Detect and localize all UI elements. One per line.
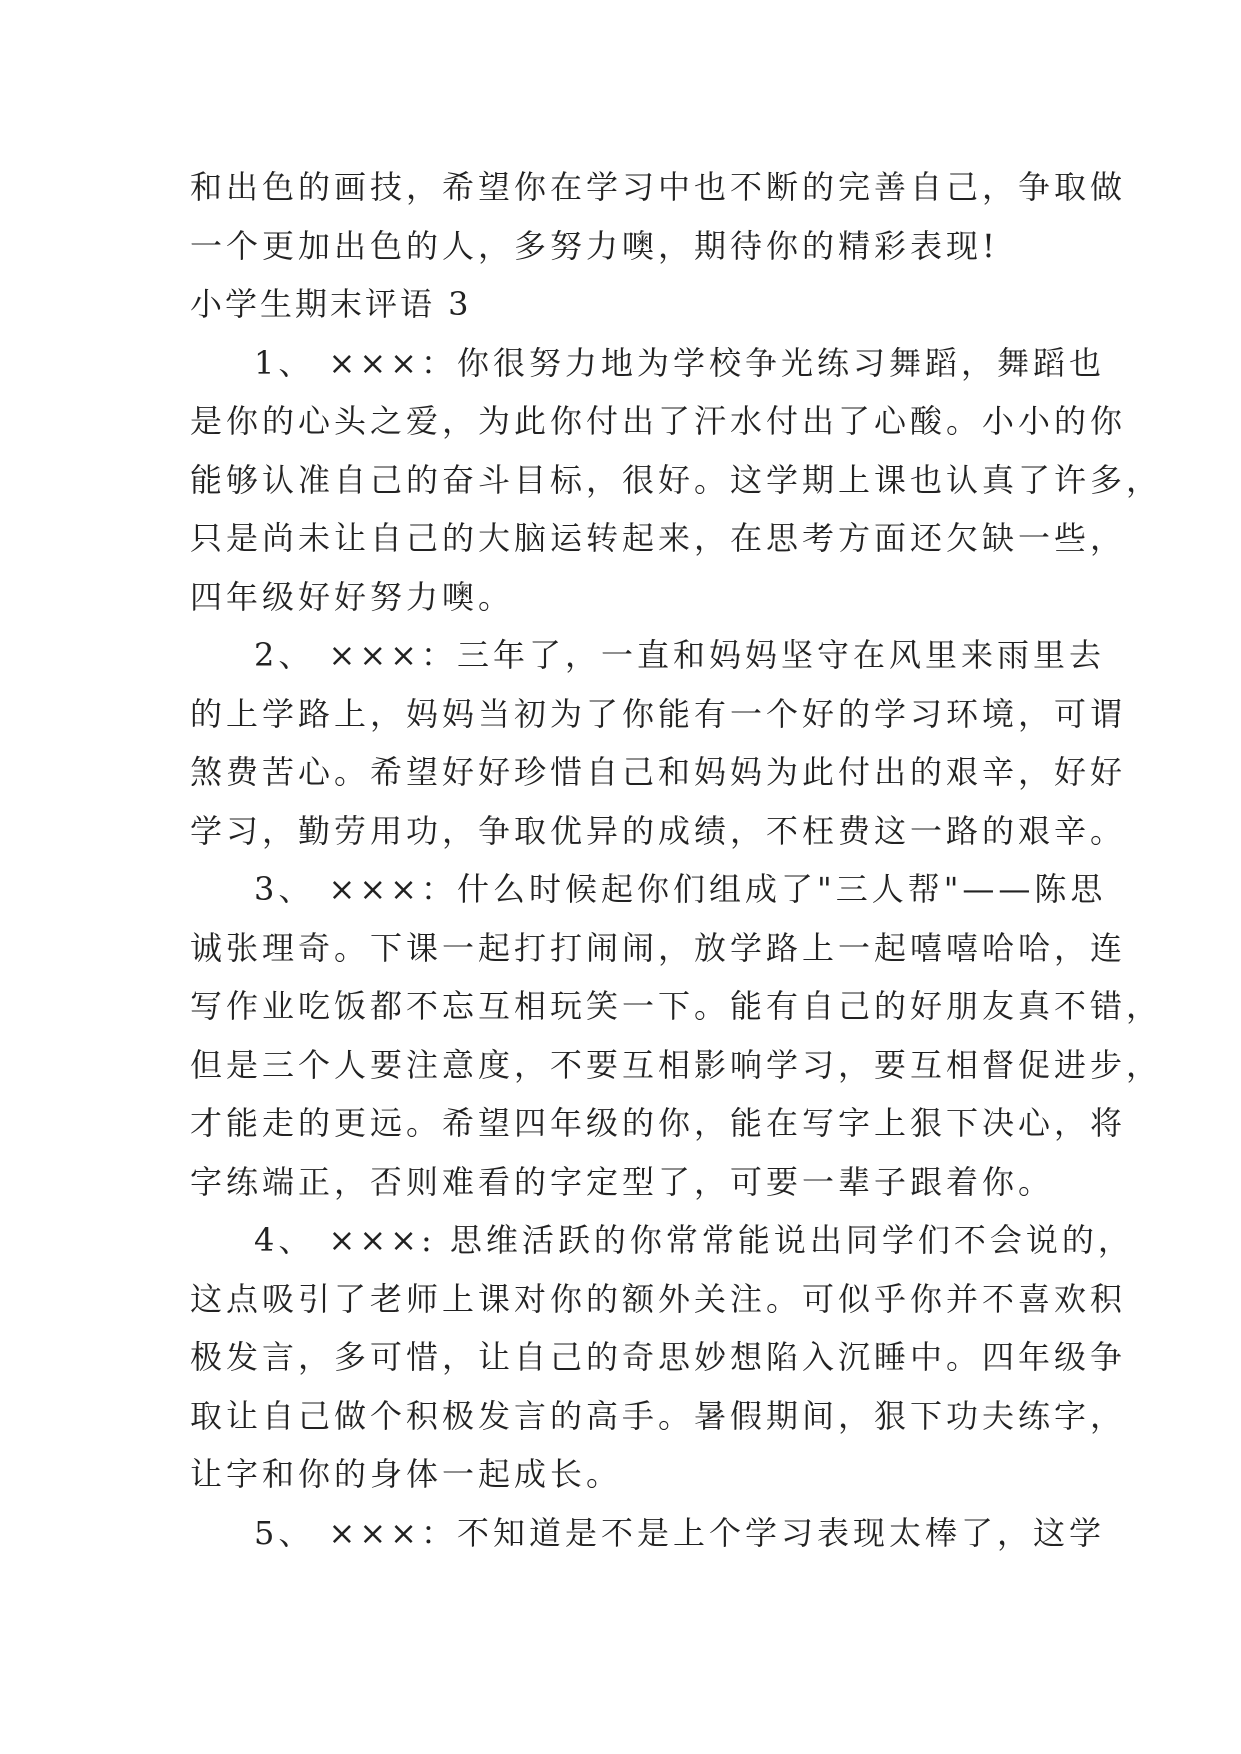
document-body <box>190 158 1163 1562</box>
comment-2-line: 的上学路上，妈妈当初为了你能有一个好的学习环境，可谓 <box>190 694 1127 733</box>
comment-4-line: 这点吸引了老师上课对你的额外关注。可似乎你并不喜欢积 <box>190 1279 1127 1318</box>
comment-2-line: 学习，勤劳用功，争取优异的成绩，不枉费这一路的艰辛。 <box>190 811 1127 850</box>
comment-3-line: 才能走的更远。希望四年级的你，能在写字上狠下决心，将 <box>190 1104 1127 1142</box>
paragraph-line: 一个更加出色的人，多努力噢，期待你的精彩表现! <box>190 226 999 265</box>
comment-3-line: 但是三个人要注意度，不要互相影响学习，要互相督促进步， <box>190 1045 1163 1084</box>
comment-2-line: 2、 ×××：三年了，一直和妈妈坚守在风里来雨里去 <box>254 636 1105 674</box>
comment-1-line: 1、 ×××：你很努力地为学校争光练习舞蹈，舞蹈也 <box>254 343 1105 382</box>
comment-4-line: 让字和你的身体一起成长。 <box>190 1455 623 1493</box>
section-heading: 小学生期末评语 3 <box>190 285 472 323</box>
comment-3-line: 写作业吃饭都不忘互相玩笑一下。能有自己的好朋友真不错， <box>190 987 1163 1025</box>
comment-1-line: 四年级好好努力噢。 <box>190 577 515 616</box>
comment-1-line: 是你的心头之爱，为此你付出了汗水付出了心酸。小小的你 <box>190 402 1127 440</box>
comment-4-line: 取让自己做个积极发言的高手。暑假期间，狠下功夫练字， <box>190 1396 1127 1435</box>
comment-4-line: 4、 ×××: 思维活跃的你常常能说出同学们不会说的， <box>254 1221 1134 1259</box>
comment-1-line: 能够认准自己的奋斗目标，很好。这学期上课也认真了许多， <box>190 460 1163 499</box>
paragraph-line: 和出色的画技，希望你在学习中也不断的完善自己，争取做 <box>190 168 1127 206</box>
comment-4-line: 极发言，多可惜，让自己的奇思妙想陷入沉睡中。四年级争 <box>190 1338 1127 1376</box>
comment-3-line: 字练端正，否则难看的字定型了，可要一辈子跟着你。 <box>190 1162 1055 1201</box>
comment-3-line: 3、 ×××：什么时候起你们组成了"三人帮"——陈思 <box>254 870 1107 908</box>
comment-1-line: 只是尚未让自己的大脑运转起来，在思考方面还欠缺一些， <box>190 519 1127 557</box>
comment-3-line: 诚张理奇。下课一起打打闹闹，放学路上一起嘻嘻哈哈，连 <box>190 928 1127 967</box>
comment-5-line: 5、 ×××：不知道是不是上个学习表现太棒了，这学 <box>254 1513 1105 1552</box>
comment-2-line: 煞费苦心。希望好好珍惜自己和妈妈为此付出的艰辛，好好 <box>190 753 1127 791</box>
